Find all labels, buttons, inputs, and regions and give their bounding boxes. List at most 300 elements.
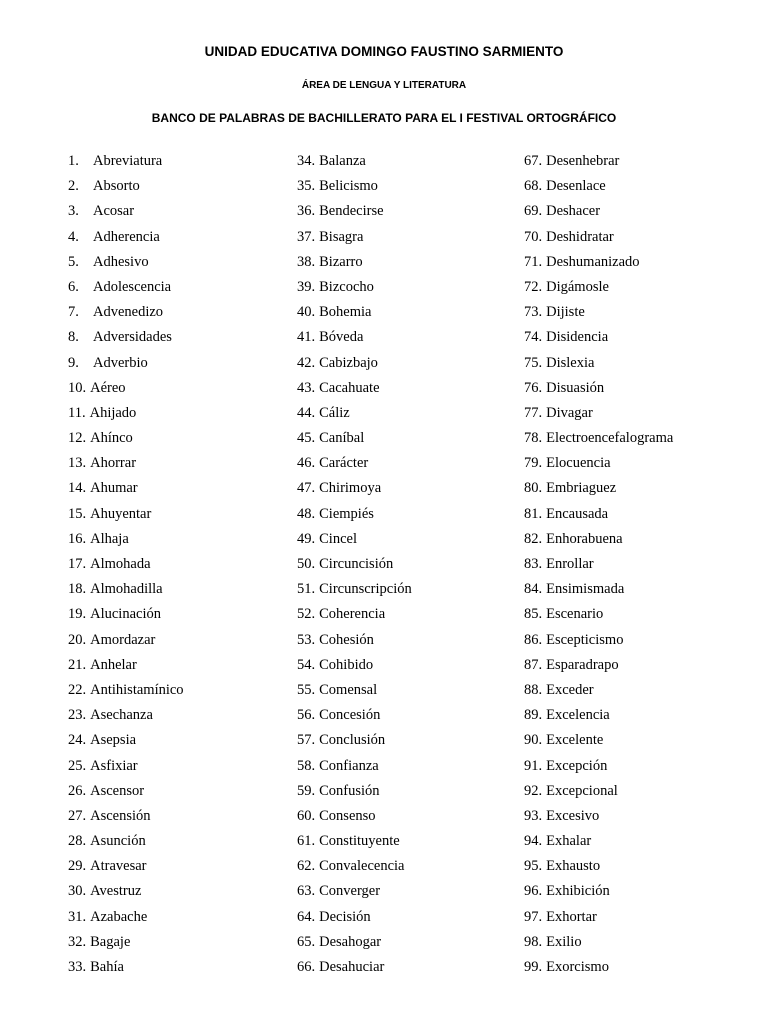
item-number: 13. [68, 455, 87, 472]
item-word: Excelencia [546, 707, 610, 724]
item-number: 12. [68, 430, 87, 447]
word-list-item [68, 782, 298, 807]
item-number: 48. [297, 505, 316, 522]
item-number: 60. [297, 807, 316, 824]
word-list-item [297, 706, 527, 731]
item-number: 29. [68, 858, 87, 875]
item-word: Exceder [546, 681, 594, 698]
item-word: Disidencia [546, 329, 609, 346]
word-list-item [524, 908, 754, 933]
item-number: 78. [524, 430, 543, 447]
item-number: 11. [68, 404, 86, 421]
word-list-item [524, 479, 754, 504]
item-number: 57. [297, 732, 316, 749]
item-word: Azabache [90, 908, 148, 925]
word-list-item [524, 228, 754, 253]
item-number: 81. [524, 505, 543, 522]
item-word: Ahumar [90, 480, 138, 497]
item-number: 71. [524, 253, 543, 270]
item-word: Desenhebrar [546, 153, 620, 169]
item-word: Ciempiés [319, 505, 374, 522]
item-number: 22. [68, 681, 87, 698]
item-number: 52. [297, 606, 316, 623]
item-word: Alucinación [90, 606, 161, 623]
word-list-item [68, 505, 298, 530]
word-list-item [68, 303, 298, 328]
word-list-item [68, 454, 298, 479]
item-number: 65. [297, 933, 316, 950]
item-number: 8. [68, 329, 79, 346]
item-word: Ascensión [90, 807, 151, 824]
item-word: Adversidades [93, 329, 172, 346]
word-list-item [297, 933, 527, 958]
item-word: Avestruz [90, 883, 142, 900]
item-number: 80. [524, 480, 543, 497]
item-word: Asepsia [90, 732, 137, 749]
word-list-item [297, 832, 527, 857]
item-word: Cáliz [319, 404, 350, 421]
item-number: 77. [524, 404, 543, 421]
item-word: Almohadilla [90, 581, 163, 598]
item-word: Embriaguez [546, 480, 617, 497]
word-list-item [524, 379, 754, 404]
word-list-item [68, 882, 298, 907]
item-number: 74. [524, 329, 543, 346]
word-list-item [524, 882, 754, 907]
word-list-item [68, 253, 298, 278]
item-word: Enhorabuena [546, 530, 623, 547]
word-list-item [297, 681, 527, 706]
item-word: Almohada [90, 556, 151, 572]
item-number: 94. [524, 833, 543, 850]
item-number: 41. [297, 329, 316, 346]
word-list-item [297, 479, 527, 504]
word-list-item [68, 228, 298, 253]
word-list-item [524, 328, 754, 353]
item-number: 83. [524, 556, 543, 572]
word-list-item [297, 882, 527, 907]
item-word: Adhesivo [93, 253, 149, 270]
item-number: 14. [68, 480, 87, 497]
item-word: Exilio [546, 933, 582, 950]
word-list-item [297, 278, 527, 303]
item-word: Exhibición [546, 883, 610, 900]
item-number: 3. [68, 203, 79, 220]
item-number: 56. [297, 707, 316, 724]
item-word: Advenedizo [93, 304, 164, 321]
item-word: Concesión [319, 707, 381, 724]
item-word: Ahínco [90, 430, 133, 447]
item-number: 16. [68, 530, 87, 547]
word-list-item [524, 631, 754, 656]
item-word: Adverbio [93, 354, 148, 371]
item-number: 95. [524, 858, 543, 875]
item-word: Acosar [93, 203, 135, 220]
word-list-item [297, 757, 527, 782]
word-list-item [68, 404, 298, 429]
word-list-item [524, 303, 754, 328]
item-word: Carácter [319, 455, 369, 472]
word-list-item [68, 328, 298, 353]
word-list-item [68, 580, 298, 605]
item-number: 87. [524, 656, 543, 673]
word-list-item [68, 605, 298, 630]
item-word: Digámosle [546, 278, 609, 295]
item-number: 93. [524, 807, 543, 824]
word-list-item [68, 832, 298, 857]
item-number: 90. [524, 732, 543, 749]
item-number: 85. [524, 606, 543, 623]
word-list-item [524, 404, 754, 429]
word-list-item [68, 202, 298, 227]
word-list-item [524, 958, 754, 983]
item-word: Comensal [319, 681, 378, 698]
item-word: Antihistamínico [90, 681, 184, 698]
word-list-item [68, 706, 298, 731]
item-number: 47. [297, 480, 316, 497]
item-word: Exhausto [546, 858, 601, 875]
item-word: Bizarro [319, 253, 363, 270]
item-word: Excepcional [546, 782, 618, 799]
item-word: Bóveda [319, 329, 364, 346]
word-list-item [297, 505, 527, 530]
word-list-item [68, 177, 298, 202]
item-word: Constituyente [319, 833, 400, 850]
item-number: 96. [524, 883, 543, 900]
item-word: Coherencia [319, 606, 386, 623]
item-number: 4. [68, 228, 79, 245]
word-list-item [68, 354, 298, 379]
item-number: 79. [524, 455, 543, 472]
word-list-item [524, 857, 754, 882]
item-word: Amordazar [90, 631, 156, 648]
item-number: 42. [297, 354, 316, 371]
item-word: Asfixiar [90, 757, 138, 774]
item-word: Bisagra [319, 228, 364, 245]
word-list-item [524, 152, 754, 177]
item-number: 7. [68, 304, 79, 321]
word-list-item [68, 933, 298, 958]
item-word: Ahuyentar [90, 505, 152, 522]
item-word: Bagaje [90, 933, 131, 950]
item-number: 20. [68, 631, 87, 648]
item-number: 69. [524, 203, 543, 220]
word-list-item [68, 278, 298, 303]
item-word: Belicismo [319, 178, 378, 195]
item-number: 89. [524, 707, 543, 724]
item-number: 53. [297, 631, 316, 648]
item-word: Electroencefalograma [546, 430, 674, 447]
item-word: Dislexia [546, 354, 595, 371]
item-number: 2. [68, 178, 79, 195]
item-word: Esparadrapo [546, 656, 619, 673]
item-word: Encausada [546, 505, 609, 522]
word-list-item [524, 807, 754, 832]
item-number: 39. [297, 278, 316, 295]
word-list-item [297, 631, 527, 656]
word-list-item [68, 908, 298, 933]
item-number: 38. [297, 253, 316, 270]
word-list-item [524, 706, 754, 731]
item-word: Bahía [90, 959, 124, 975]
item-word: Excesivo [546, 807, 600, 824]
word-list-item [297, 958, 527, 983]
item-number: 36. [297, 203, 316, 220]
word-list-item [524, 429, 754, 454]
word-list-item [524, 202, 754, 227]
item-word: Divagar [546, 404, 593, 421]
item-number: 64. [297, 908, 316, 925]
item-number: 82. [524, 530, 543, 547]
item-word: Ahorrar [90, 455, 137, 472]
item-number: 19. [68, 606, 87, 623]
word-column-1 [68, 152, 298, 983]
item-number: 27. [68, 807, 87, 824]
word-list-item [68, 555, 298, 580]
item-number: 92. [524, 782, 543, 799]
word-list-item [524, 933, 754, 958]
item-word: Ahijado [89, 404, 137, 421]
item-number: 44. [297, 404, 316, 421]
item-word: Deshidratar [546, 228, 614, 245]
word-list-item [524, 605, 754, 630]
word-list-item [297, 354, 527, 379]
word-list-item [297, 379, 527, 404]
item-number: 10. [68, 379, 87, 396]
item-number: 98. [524, 933, 543, 950]
item-word: Alhaja [90, 530, 129, 547]
item-number: 1. [68, 153, 79, 169]
item-number: 72. [524, 278, 543, 295]
item-number: 37. [297, 228, 316, 245]
word-list-item [297, 731, 527, 756]
item-word: Dijiste [546, 304, 585, 321]
word-list-item [524, 454, 754, 479]
item-number: 58. [297, 757, 316, 774]
item-word: Elocuencia [546, 455, 611, 472]
item-word: Circunscripción [319, 581, 412, 598]
item-number: 55. [297, 681, 316, 698]
item-word: Cabizbajo [319, 354, 378, 371]
word-list-item [297, 807, 527, 832]
item-number: 24. [68, 732, 87, 749]
item-word: Confusión [319, 782, 380, 799]
item-number: 68. [524, 178, 543, 195]
item-number: 97. [524, 908, 543, 925]
item-word: Deshacer [546, 203, 601, 220]
item-number: 75. [524, 354, 543, 371]
word-list-item [524, 731, 754, 756]
word-list-item [68, 731, 298, 756]
item-number: 62. [297, 858, 316, 875]
word-list-item [297, 555, 527, 580]
item-number: 15. [68, 505, 87, 522]
item-word: Confianza [319, 757, 379, 774]
word-list-item [297, 908, 527, 933]
word-list-item [68, 530, 298, 555]
item-number: 86. [524, 631, 543, 648]
item-word: Deshumanizado [546, 253, 640, 270]
word-list-item [68, 857, 298, 882]
word-list-item [297, 656, 527, 681]
item-word: Cacahuate [319, 379, 380, 396]
word-list-item [68, 958, 298, 983]
word-list-item [524, 505, 754, 530]
word-list-item [297, 782, 527, 807]
item-word: Exhalar [546, 833, 592, 850]
item-word: Enrollar [546, 556, 594, 572]
item-number: 73. [524, 304, 543, 321]
item-word: Excelente [546, 732, 604, 749]
item-word: Balanza [319, 153, 366, 169]
item-number: 23. [68, 707, 87, 724]
item-number: 50. [297, 556, 316, 572]
item-word: Bendecirse [319, 203, 384, 220]
item-number: 31. [68, 908, 87, 925]
item-number: 84. [524, 581, 543, 598]
item-number: 43. [297, 379, 316, 396]
item-word: Converger [319, 883, 381, 900]
item-word: Circuncisión [319, 556, 394, 572]
item-word: Cohibido [319, 656, 374, 673]
item-word: Bizcocho [319, 278, 374, 295]
item-number: 17. [68, 556, 87, 572]
word-list-item [68, 757, 298, 782]
item-number: 46. [297, 455, 316, 472]
item-number: 88. [524, 681, 543, 698]
item-word: Ascensor [90, 782, 145, 799]
item-number: 6. [68, 278, 79, 295]
word-list-item [524, 782, 754, 807]
item-word: Escepticismo [546, 631, 624, 648]
item-word: Desahogar [319, 933, 382, 950]
item-number: 67. [524, 153, 543, 169]
word-list-item [297, 228, 527, 253]
item-word: Chirimoya [319, 480, 382, 497]
item-word: Exhortar [546, 908, 597, 925]
item-number: 61. [297, 833, 316, 850]
word-list-item [297, 580, 527, 605]
item-word: Anhelar [90, 656, 137, 673]
item-number: 51. [297, 581, 316, 598]
word-column-3 [524, 152, 754, 983]
item-number: 59. [297, 782, 316, 799]
item-number: 35. [297, 178, 316, 195]
word-list-item [524, 656, 754, 681]
item-word: Absorto [93, 178, 140, 195]
item-number: 49. [297, 530, 316, 547]
word-list-item [297, 454, 527, 479]
item-word: Consenso [319, 807, 376, 824]
item-word: Excepción [546, 757, 608, 774]
item-word: Desahuciar [319, 959, 385, 975]
item-number: 45. [297, 430, 316, 447]
word-list-item [524, 555, 754, 580]
item-number: 18. [68, 581, 87, 598]
item-word: Adolescencia [93, 278, 172, 295]
item-number: 54. [297, 656, 316, 673]
word-list-item [68, 807, 298, 832]
item-number: 34. [297, 153, 316, 169]
item-word: Asechanza [90, 707, 153, 724]
item-word: Aéreo [90, 379, 126, 396]
item-number: 25. [68, 757, 87, 774]
item-number: 21. [68, 656, 87, 673]
word-list-item [68, 429, 298, 454]
item-word: Conclusión [319, 732, 386, 749]
item-word: Caníbal [319, 430, 365, 447]
word-list-item [68, 681, 298, 706]
item-number: 5. [68, 253, 79, 270]
word-list-item [297, 605, 527, 630]
item-number: 9. [68, 354, 79, 371]
item-word: Adherencia [93, 228, 160, 245]
item-number: 33. [68, 959, 87, 975]
item-number: 76. [524, 379, 543, 396]
word-list-item [68, 152, 298, 177]
word-list-item [297, 152, 527, 177]
item-number: 30. [68, 883, 87, 900]
word-list-item [524, 530, 754, 555]
word-list-item [524, 681, 754, 706]
item-number: 63. [297, 883, 316, 900]
word-list-item [297, 303, 527, 328]
item-word: Abreviatura [93, 153, 163, 169]
word-list-item [68, 656, 298, 681]
word-list-item [297, 857, 527, 882]
word-list-item [297, 202, 527, 227]
item-number: 26. [68, 782, 87, 799]
item-word: Cincel [319, 530, 357, 547]
word-list-item [524, 757, 754, 782]
word-list-item [524, 354, 754, 379]
item-word: Bohemia [319, 304, 372, 321]
item-word: Desenlace [546, 178, 606, 195]
item-word: Disuasión [546, 379, 605, 396]
item-word: Decisión [319, 908, 371, 925]
item-word: Atravesar [90, 858, 147, 875]
document-title: BANCO DE PALABRAS DE BACHILLERATO PARA EL I FESTIVAL ORTOGRÁFICO [151, 111, 617, 125]
word-list-item [68, 479, 298, 504]
word-list-item [297, 253, 527, 278]
item-number: 99. [524, 959, 543, 975]
word-list-item [68, 379, 298, 404]
word-list-item [524, 278, 754, 303]
item-word: Ensimismada [546, 581, 625, 598]
item-word: Escenario [546, 606, 604, 623]
item-number: 70. [524, 228, 543, 245]
word-list-item [524, 253, 754, 278]
word-list-item [524, 832, 754, 857]
word-list-item [524, 177, 754, 202]
item-word: Cohesión [319, 631, 374, 648]
item-number: 32. [68, 933, 87, 950]
word-list-item [297, 530, 527, 555]
item-word: Convalecencia [319, 858, 405, 875]
word-list-item [297, 177, 527, 202]
item-number: 40. [297, 304, 316, 321]
word-column-2 [297, 152, 527, 983]
word-list-item [297, 404, 527, 429]
item-number: 66. [297, 959, 316, 975]
item-number: 91. [524, 757, 543, 774]
word-list-item [297, 429, 527, 454]
word-list-item [68, 631, 298, 656]
area-name: ÁREA DE LENGUA Y LITERATURA [301, 80, 467, 91]
item-word: Asunción [90, 833, 146, 850]
word-list-item [297, 328, 527, 353]
school-name: UNIDAD EDUCATIVA DOMINGO FAUSTINO SARMIENTO [204, 44, 564, 59]
